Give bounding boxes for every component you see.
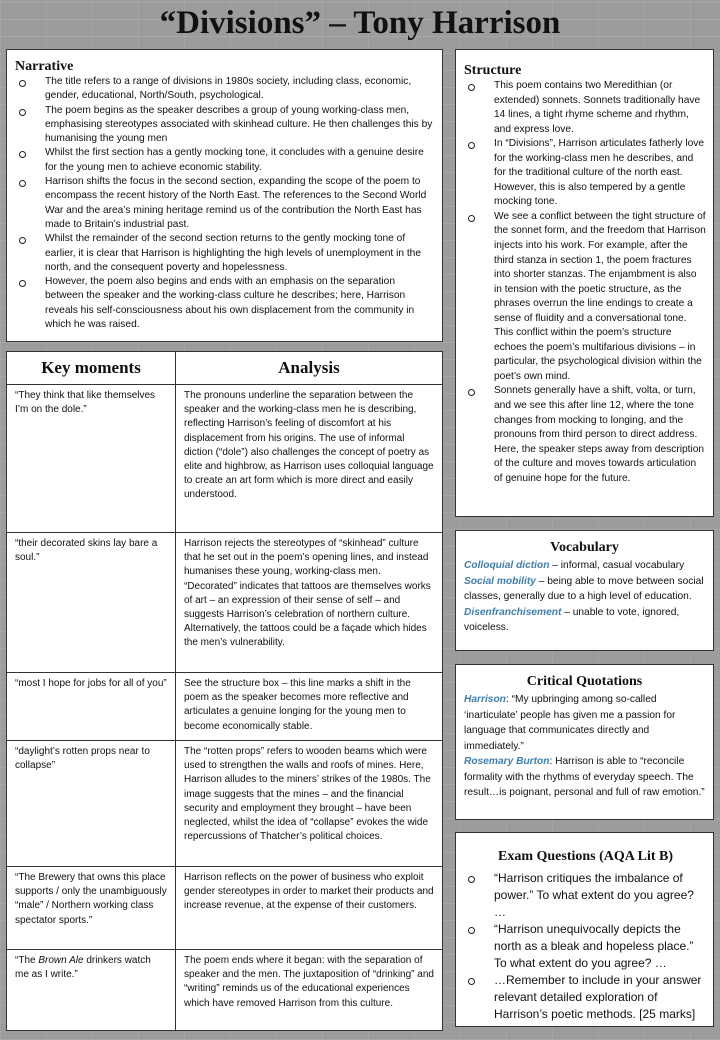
critical-quote — [464, 754, 705, 801]
analysis-cell: Harrison reflects on the power of business who exploit gender stereotypes in order to market their products and increase revenue, at the expense of their customers. — [176, 867, 443, 950]
vocabulary-term: Disenfranchisement — [464, 606, 562, 618]
vocabulary-term: Colloquial diction — [464, 560, 550, 571]
list-item: Sonnets generally have a shift, volta, or turn, and we see this after line 12, where the tone changes from mocking to longing, and the pronouns from third person to direct address. Here, the speaker steps away from description of the culture and moves towards articulation of genuine hope for the future. — [464, 384, 707, 486]
vocabulary-item — [464, 605, 705, 636]
key-moment-cell — [7, 950, 176, 1031]
analysis-cell: The pronouns underline the separation between the speaker and the working-class men he is describing, reflecting Harrison’s feeling of discomfort at his displacement from his origins. The use of informal diction (“dole”) also challenges the concept of poetry as elite and highbrow, as Harrison uses colloquial language to create an art form which is more direct and easily understood. — [176, 385, 443, 533]
vocabulary-item — [464, 558, 705, 574]
list-item: Whilst the remainder of the second section returns to the gently mocking tone of earlier, it is clear that Harrison is highlighting the high levels of unemployment in the north, and the consequent poverty and hopelessness. — [15, 232, 434, 275]
analysis-header: Analysis — [176, 352, 443, 385]
list-item: However, the poem also begins and ends with an emphasis on the separation between the speaker and the working-class culture he describes; here, Harrison reveals his self-consciousness about his own displacement from the community in which he was raised. — [15, 275, 434, 332]
key-moment-cell: “their decorated skins lay bare a soul.” — [7, 533, 176, 673]
critic-quote-text: : “My upbringing among so-called ‘inarticulate’ people has given me a passion for language that communicates directly and immediately.” — [464, 694, 676, 752]
table-header-row — [7, 352, 443, 385]
key-moment-cell: “daylight’s rotten props near to collapse” — [7, 741, 176, 867]
list-item: …Remember to include in your answer relevant detailed exploration of Harrison’s poetic methods. [25 marks] — [464, 972, 707, 1023]
vocabulary-definition: – being able to move between social classes, generally due to a high level of education. — [464, 575, 704, 602]
analysis-cell: The “rotten props” refers to wooden beams which were used to strengthen the walls and roofs of mines. Here, Harrison alludes to the miners’ strikes of the 1980s. The image suggests that the mines – and the financial security and employment they brought – have been neglected, whilst the idea of “collapse” evokes the wide repercussions of Thatcher’s political choices. — [176, 741, 443, 867]
list-item: The poem begins as the speaker describes a group of young working-class men, emphasising stereotypes associated with skinhead culture. He then challenges this by humanising the young men — [15, 104, 434, 147]
quote-text: “The — [15, 955, 39, 966]
page-title: “Divisions” – Tony Harrison — [159, 5, 561, 41]
table-row — [7, 867, 443, 950]
analysis-cell: See the structure box – this line marks a shift in the poem as the speaker becomes more reflective and articulates a genuine longing for the young men to become economically stable. — [176, 673, 443, 741]
structure-heading: Structure — [464, 63, 522, 78]
list-item: The title refers to a range of divisions in 1980s society, including class, economic, gender, educational, North/South, psychological. — [15, 75, 434, 104]
table-row — [7, 533, 443, 673]
critic-name: Harrison — [464, 694, 506, 705]
key-moment-cell: “The Brewery that owns this place supports / only the unambiguously “male” / Northern working class spectator sports.” — [7, 867, 176, 950]
list-item: Whilst the first section has a gently mocking tone, it concludes with a genuine desire for the young men to achieve economic stability. — [15, 146, 434, 175]
structure-box — [455, 49, 714, 517]
analysis-cell: Harrison rejects the stereotypes of “skinhead” culture that he set out in the poem’s opening lines, and instead humanises these young, working-class men. “Decorated” indicates that tattoos are themselves works of art – an expression of their sense of self – and suggests Harrison’s celebration of northern culture. Alternatively, the tattoos could be a façade which hides the men’s vulnerability. — [176, 533, 443, 673]
critic-quote-text: : Harrison is able to “reconcile formality with the rhythms of everyday speech. The result…is poignant, personal and full of raw emotion.” — [464, 756, 705, 798]
exam-heading: Exam Questions (AQA Lit B) — [497, 849, 673, 864]
table-row — [7, 673, 443, 741]
critical-quote — [464, 692, 705, 754]
analysis-cell: The poem ends where it began: with the separation of speaker and the men. The juxtaposition of “drinking” and “writing” reminds us of the educational experiences which have removed Harrison from this culture. — [176, 950, 443, 1031]
vocabulary-box — [455, 530, 714, 651]
critical-quotations-box — [455, 664, 714, 820]
table-row — [7, 741, 443, 867]
vocabulary-definition: – unable to vote, ignored, voiceless. — [464, 606, 680, 633]
quote-text: drinkers watch me as I write.” — [15, 955, 151, 981]
vocabulary-heading: Vocabulary — [550, 540, 619, 555]
critical-heading: Critical Quotations — [526, 674, 643, 689]
quote-emphasis: Brown Ale — [38, 955, 84, 966]
vocabulary-definition: – informal, casual vocabulary — [549, 560, 685, 571]
vocabulary-item — [464, 574, 705, 605]
structure-list — [464, 79, 707, 486]
exam-questions-box — [455, 832, 714, 1027]
critic-name: Rosemary Burton — [464, 756, 550, 767]
list-item: “Harrison critiques the imbalance of power.” To what extent do you agree? … — [464, 870, 707, 921]
list-item: “Harrison unequivocally depicts the north as a bleak and hopeless place.” To what extent do you agree? … — [464, 921, 707, 972]
narrative-box — [6, 49, 443, 342]
key-moment-cell: “They think that like themselves I’m on the dole.” — [7, 385, 176, 533]
list-item: In “Divisions”, Harrison articulates fatherly love for the working-class men he describes, and for the traditional culture of the north east. However, this is also tempered by a gentle mocking tone. — [464, 137, 707, 210]
table-row — [7, 385, 443, 533]
list-item: This poem contains two Meredithian (or extended) sonnets. Sonnets traditionally have 14 lines, a tight rhyme scheme and rhythm, and express love. — [464, 79, 707, 137]
list-item: We see a conflict between the tight structure of the sonnet form, and the freedom that Harrison injects into his work. For example, after the third stanza in section 1, the poem fractures into shorter stanzas. The enjambment is also in tension with the poetic structure, as the phrases overrun the line endings to create a sense of fluidity and a conversational tone. This conflict within the poem’s structure echoes the poem’s multifarious divisions – in particular, the psychological division within the poet’s own mind. — [464, 210, 707, 385]
narrative-list — [15, 75, 434, 332]
key-moments-table — [6, 351, 443, 1031]
vocabulary-term: Social mobility — [464, 575, 536, 587]
narrative-heading: Narrative — [15, 59, 74, 74]
key-moment-cell: “most I hope for jobs for all of you” — [7, 673, 176, 741]
exam-list — [464, 870, 707, 1023]
table-row — [7, 950, 443, 1031]
list-item: Harrison shifts the focus in the second section, expanding the scope of the poem to encompass the recent history of the North East. The references to the Second World War and the area’s mining heritage remind us of the contribution the North East has made to Britain’s industrial past. — [15, 175, 434, 232]
key-moments-header: Key moments — [7, 352, 176, 385]
